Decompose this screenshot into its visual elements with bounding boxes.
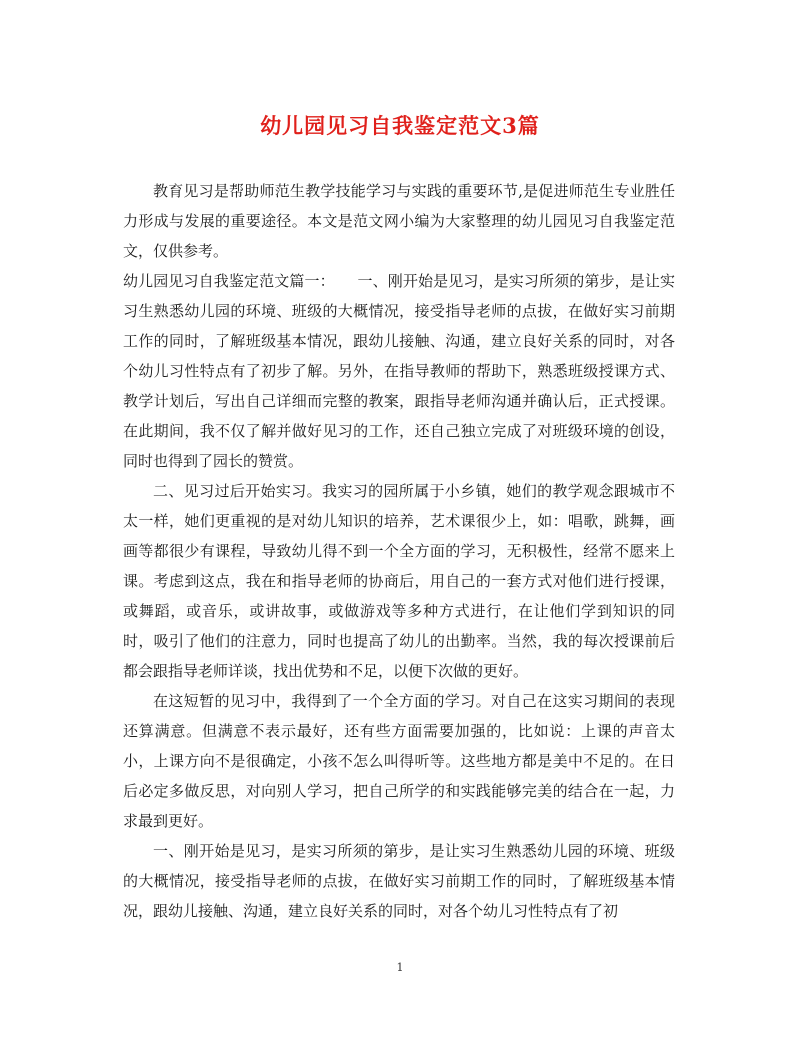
document-body xyxy=(123,176,675,926)
page-number: 1 xyxy=(396,961,404,974)
paragraph-intro: 教育见习是帮助师范生教学技能学习与实践的重要环节,是促进师范生专业胜任力形成与发展的重要途径。本文是范文网小编为大家整理的幼儿园见习自我鉴定范文，仅供参考。 xyxy=(123,182,675,260)
paragraph-section-one: 幼儿园见习自我鉴定范文篇一： 一、刚开始是见习，是实习所须的第步，是让实习生熟悉幼儿园的环境、班级的大概情况，接受指导老师的点拔，在做好实习前期工作的同时，了解班级基本情况，跟幼儿接触、沟通，建立良好关系的同时，对各个幼儿习性特点有了初步了解。另外，在指导教师的帮助下，熟悉班级授课方式、教学计划后，写出自己详细而完整的教案，跟指导老师沟通并确认后，正式授课。在此期间，我不仅了解并做好见习的工作，还自己独立完成了对班级环境的创设，同时也得到了园长的赞赏。 xyxy=(123,272,675,470)
paragraph-reflection: 在这短暂的见习中，我得到了一个全方面的学习。对自己在这实习期间的表现还算满意。但满意不表示最好，还有些方面需要加强的，比如说：上课的声音太小，上课方向不是很确定，小孩不怎么叫得听等。这些地方都是美中不足的。在日后必定多做反思，对向别人学习，把自己所学的和实践能够完美的结合在一起，力求最到更好。 xyxy=(123,692,675,830)
document-title: 幼儿园见习自我鉴定范文3篇 xyxy=(260,113,540,138)
paragraph-observation: 一、刚开始是见习，是实习所须的第步，是让实习生熟悉幼儿园的环境、班级的大概情况，接受指导老师的点拔，在做好实习前期工作的同时，了解班级基本情况，跟幼儿接触、沟通，建立良好关系的同时，对各个幼儿习性特点有了初 xyxy=(123,842,675,920)
paragraph-internship: 二、见习过后开始实习。我实习的园所属于小乡镇，她们的教学观念跟城市不太一样，她们更重视的是对幼儿知识的培养，艺术课很少上，如：唱歌，跳舞，画画等都很少有课程，导致幼儿得不到一个全方面的学习，无积极性，经常不愿来上课。考虑到这点，我在和指导老师的协商后，用自己的一套方式对他们进行授课，或舞蹈，或音乐，或讲故事，或做游戏等多种方式进行，在让他们学到知识的同时，吸引了他们的注意力，同时也提高了幼儿的出勤率。当然，我的每次授课前后都会跟指导老师详谈，找出优势和不足，以便下次做的更好。 xyxy=(123,482,675,680)
